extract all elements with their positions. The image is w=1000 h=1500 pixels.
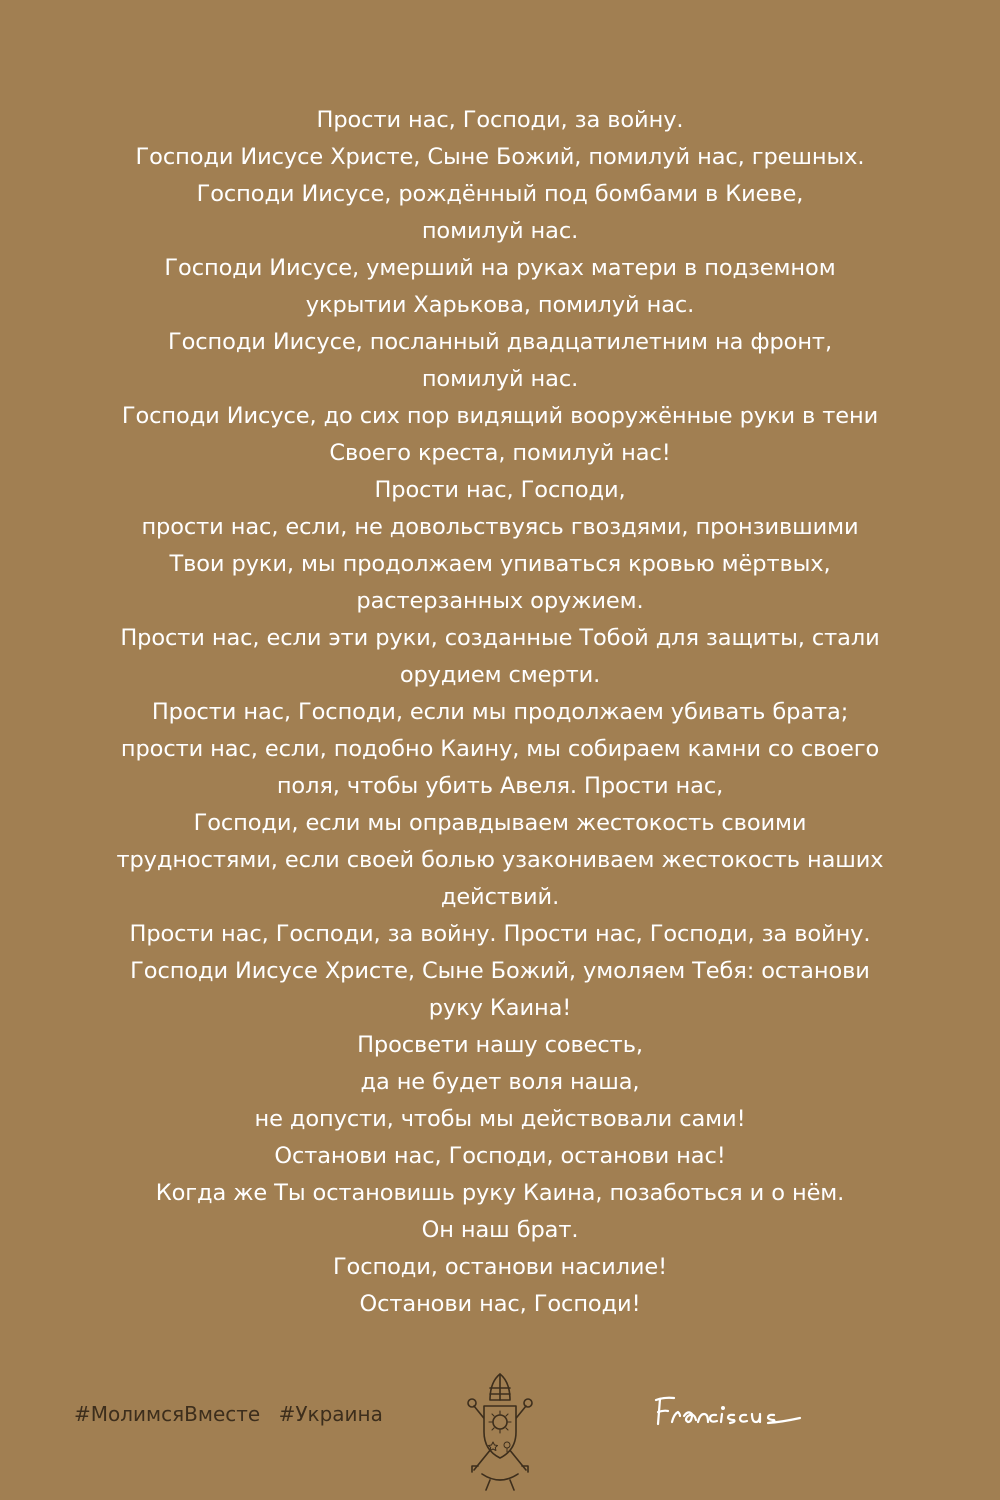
prayer-line: Твои руки, мы продолжаем упиваться кровью мёртвых,	[169, 551, 831, 577]
prayer-line: Прости нас, Господи,	[374, 477, 626, 503]
prayer-line: Господи Иисусе, рождённый под бомбами в Киеве,	[196, 181, 804, 207]
prayer-line: Господи Иисусе, до сих пор видящий вооружённые руки в тени	[121, 403, 879, 429]
prayer-line: Прости нас, Господи, за войну. Прости нас, Господи, за войну.	[129, 921, 871, 947]
prayer-line: Прости нас, если эти руки, созданные Тобой для защиты, стали	[120, 625, 880, 651]
prayer-line: Господи Иисусе Христе, Сыне Божий, помилуй нас, грешных.	[135, 144, 865, 170]
prayer-line: не допусти, чтобы мы действовали сами!	[254, 1106, 746, 1132]
prayer-text	[0, 102, 1000, 1323]
prayer-line: поля, чтобы убить Авеля. Прости нас,	[276, 773, 724, 799]
prayer-line: прости нас, если, подобно Каину, мы собираем камни со своего	[120, 736, 880, 762]
hashtags	[74, 1402, 383, 1426]
prayer-line: Господи Иисусе, умерший на руках матери в подземном	[164, 255, 836, 281]
prayer-line: трудностями, если своей болью узакониваем жестокость наших	[116, 847, 884, 873]
prayer-line: прости нас, если, не довольствуясь гвоздями, пронзившими	[141, 514, 859, 540]
franciscus-signature	[650, 1392, 815, 1434]
footer	[0, 1370, 1000, 1500]
prayer-line: действий.	[440, 884, 560, 910]
prayer-line: Просвети нашу совесть,	[357, 1032, 643, 1058]
prayer-line: орудием смерти.	[399, 662, 601, 688]
prayer-line: Он наш брат.	[421, 1217, 579, 1243]
prayer-line: руку Каина!	[428, 995, 572, 1021]
hashtag-ukraine: #Украина	[278, 1402, 383, 1426]
prayer-line: укрытии Харькова, помилуй нас.	[305, 292, 695, 318]
prayer-line: да не будет воля наша,	[360, 1069, 640, 1095]
prayer-line: Господи Иисусе Христе, Сыне Божий, умоляем Тебя: останови	[130, 958, 870, 984]
prayer-line: Останови нас, Господи!	[359, 1291, 641, 1317]
prayer-line: Своего креста, помилуй нас!	[329, 440, 671, 466]
prayer-line: Прости нас, Господи, если мы продолжаем убивать брата;	[151, 699, 849, 725]
papal-coat-of-arms-icon	[460, 1370, 540, 1500]
prayer-line: растерзанных оружием.	[356, 588, 644, 614]
prayer-line: помилуй нас.	[421, 218, 579, 244]
prayer-line: Когда же Ты остановишь руку Каина, позаботься и о нём.	[155, 1180, 845, 1206]
prayer-line: Господи, останови насилие!	[332, 1254, 668, 1280]
prayer-line: Прости нас, Господи, за войну.	[316, 107, 684, 133]
prayer-line: помилуй нас.	[421, 366, 579, 392]
prayer-line: Останови нас, Господи, останови нас!	[274, 1143, 726, 1169]
prayer-line: Господи Иисусе, посланный двадцатилетним на фронт,	[168, 329, 832, 355]
hashtag-pray-together: #МолимсяВместе	[74, 1402, 261, 1426]
prayer-line: Господи, если мы оправдываем жестокость своими	[193, 810, 807, 836]
